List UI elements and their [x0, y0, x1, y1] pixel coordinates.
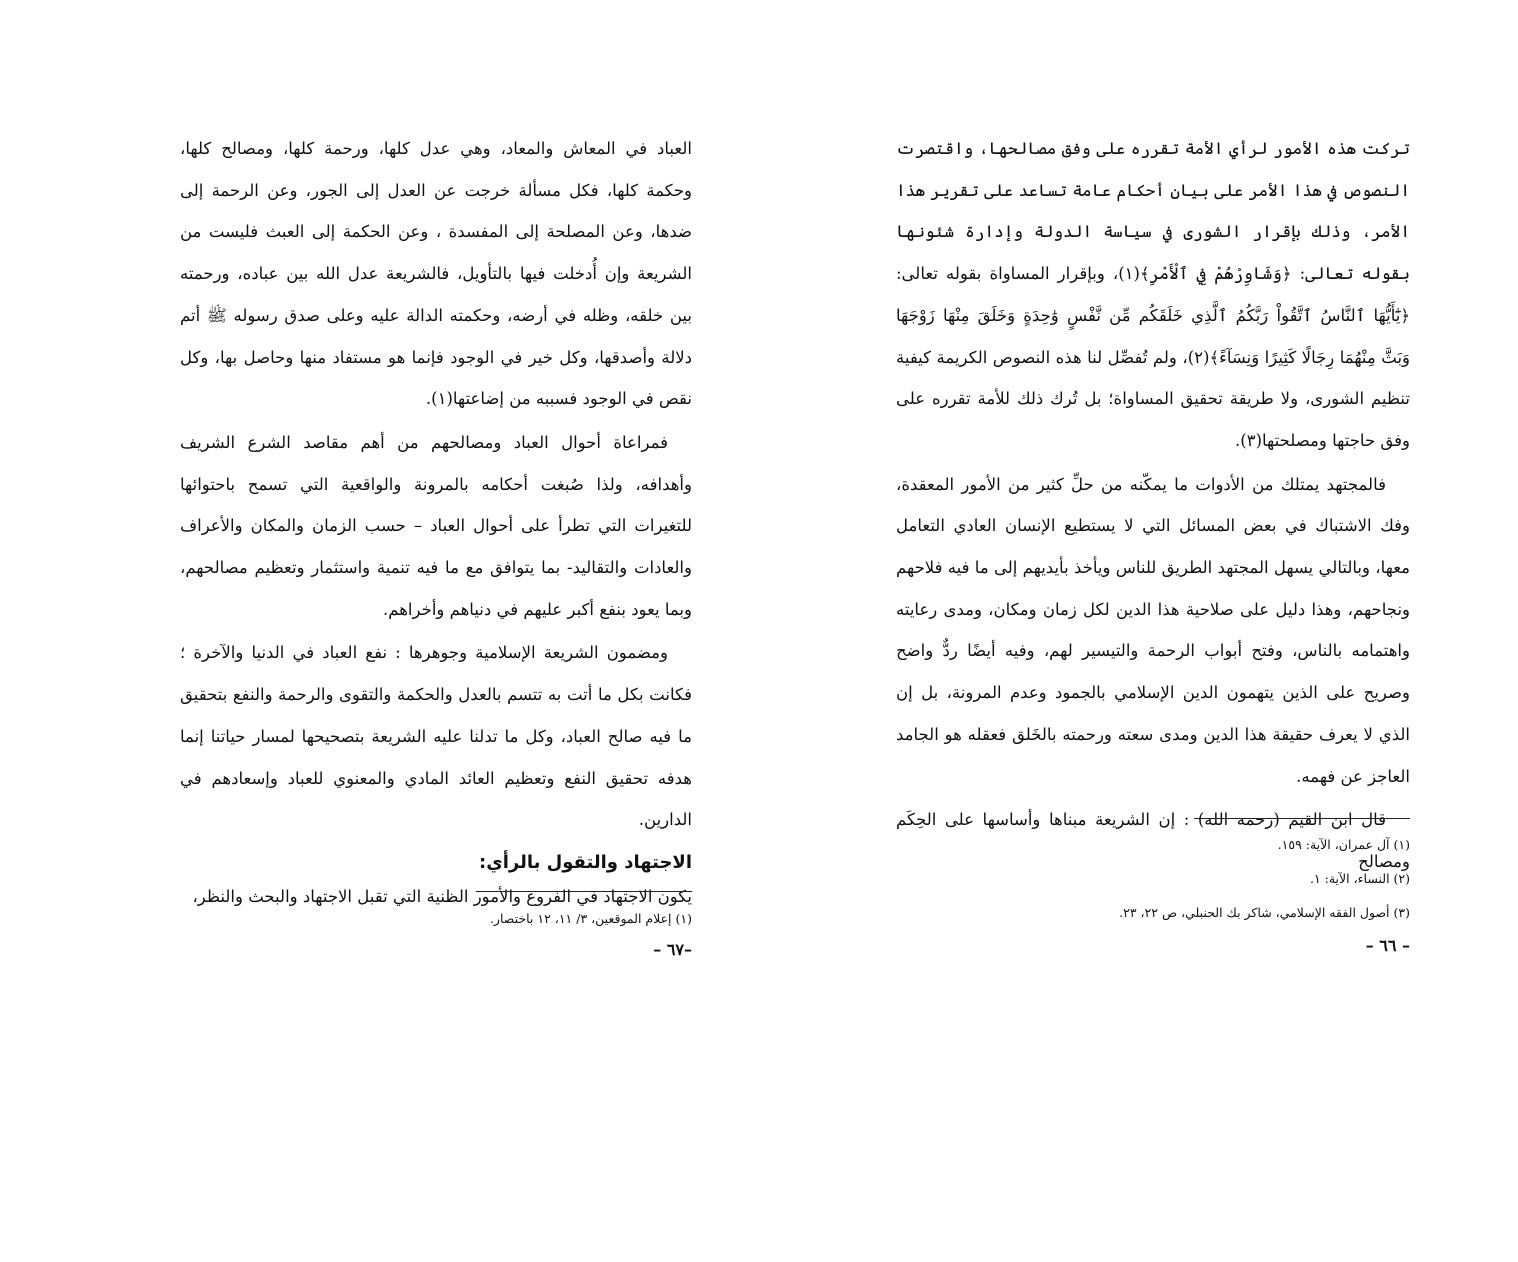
- footnote-divider: [1194, 818, 1410, 819]
- footnote-divider: [476, 891, 692, 892]
- left-page: [180, 128, 692, 959]
- left-paragraph-2: فمراعاة أحوال العباد ومصالحهم من أهم مقاصد الشرع الشريف وأهدافه، ولذا صُبغت أحكامه بالمرونة والواقعية التي تسمح باحتوائها للتغيرات التي تطرأ على أحوال العباد – حسب الزمان والمكان والأعراف والعادات والتقاليد- بما يتوافق مع ما فيه تنمية واستثمار وتعظيم مصالحهم، وبما يعود بنفع أكبر عليهم في دنياهم وأخراهم.: [180, 432, 692, 619]
- right-paragraph-1: تركت هذه الأمور لرأي الأمة تقرره على وفق مصالحها، واقتصرت النصوص في هذا الأمر على بيان أحكام عامة تساعد على تقرير هذا الأمر، وذلك بإقرار الشورى في سياسة الدولة وإدارة شئونها بقوله تعالى: ﴿وَشَاوِرْهُمْ فِي ٱلْأَمْرِ﴾(١)، وبإقرار المساواة بقوله تعالى: ﴿يَٰٓأَيُّهَا ٱلنَّاسُ ٱتَّقُواْ رَبَّكُمُ ٱلَّذِي خَلَقَكُم مِّن نَّفْسٍ وَٰحِدَةٍ وَخَلَقَ مِنْهَا زَوْجَهَا وَبَثَّ مِنْهُمَا رِجَالًا كَثِيرًا وَنِسَآءً﴾(٢)، ولم تُفصِّل لنا هذه النصوص الكريمة كيفية تنظيم الشورى، ولا طريقة تحقيق المساواة؛ بل تُرك ذلك للأمة تقرره على وفق حاجتها ومصلحتها(٣).: [896, 139, 1411, 450]
- right-paragraph-3: قال ابن القيم (رحمه الله) : إن الشريعة مبناها وأساسها على الحِكَم ومصالح: [896, 810, 1410, 871]
- right-page: [896, 128, 1411, 955]
- left-paragraph-3: ومضمون الشريعة الإسلامية وجوهرها : نفع العباد في الدنيا والآخرة ؛ فكانت بكل ما أتت به تتسم بالعدل والحكمة والتقوى والرحمة والنفع بتحقيق ما فيه صالح العباد، وكل ما تدلنا عليه الشريعة بتصحيحها لمسار حياتنا إنما هدفه تحقيق النفع وتعظيم العائد المادي والمعنوي للعباد وإسعادهم في الدارين.: [180, 643, 692, 830]
- left-paragraph-1: العباد في المعاش والمعاد، وهي عدل كلها، ورحمة كلها، ومصالح كلها، وحكمة كلها، فكل مسألة خرجت عن العدل إلى الجور، وعن الرحمة إلى ضدها، وعن المصلحة إلى المفسدة ، وعن الحكمة إلى العبث فليست من الشريعة وإن أُدخلت فيها بالتأويل، فالشريعة عدل الله بين عباده، ورحمته بين خلقه، وظله في أرضه، وحكمته الدالة عليه وعلى صدق رسوله ﷺ أتم دلالة وأصدقها، وكل خير في الوجود فإنما هو مستفاد منها وحاصل بها، وكل نقص في الوجود فسببه من إضاعتها(١).: [180, 139, 692, 409]
- left-paragraph-after-heading: يكون الاجتهاد في الفروع والأمور الظنية التي تقبل الاجتهاد والبحث والنظر،: [192, 886, 692, 906]
- footnotes: [896, 828, 1410, 930]
- page-number: –٦٧ –: [653, 940, 692, 959]
- page-number: – ٦٦ –: [1365, 936, 1410, 955]
- footnote-item: (٢) النساء، الآية: ١.: [1309, 871, 1410, 886]
- footnote-item: (٣) أصول الفقه الإسلامي، شاكر بك الحنبلي، ص ٢٢، ٢٣.: [1119, 905, 1410, 920]
- footnote-item: (١) آل عمران، الآية: ١٥٩.: [1277, 837, 1410, 852]
- section-heading: الاجتهاد والتقول بالرأي:: [479, 851, 692, 873]
- footnote-item: (١) إعلام الموقعين، ٣/ ١١، ١٢ باختصار.: [489, 911, 692, 926]
- footnotes: [180, 902, 692, 936]
- right-paragraph-2: فالمجتهد يمتلك من الأدوات ما يمكّنه من حلِّ كثير من الأمور المعقدة، وفك الاشتباك في بعض المسائل التي لا يستطيع الإنسان العادي التعامل معها، وبالتالي يسهل المجتهد الطريق للناس ويأخذ بأيديهم إلى ما فيه فلاحهم ونجاحهم، وهذا دليل على صلاحية هذا الدين لكل زمان ومكان، ومدى رعايته واهتمامه بالناس، وفتح أبواب الرحمة والتيسير لهم، وفيه أيضًا ردٌّ واضح وصريح على الذين يتهمون الدين الإسلامي بالجمود وعدم المرونة، بل إن الذي لا يعرف حقيقة هذا الدين ومدى سعته ورحمته بالخَلق فعقله هو الجامد العاجز عن فهمه.: [896, 474, 1410, 786]
